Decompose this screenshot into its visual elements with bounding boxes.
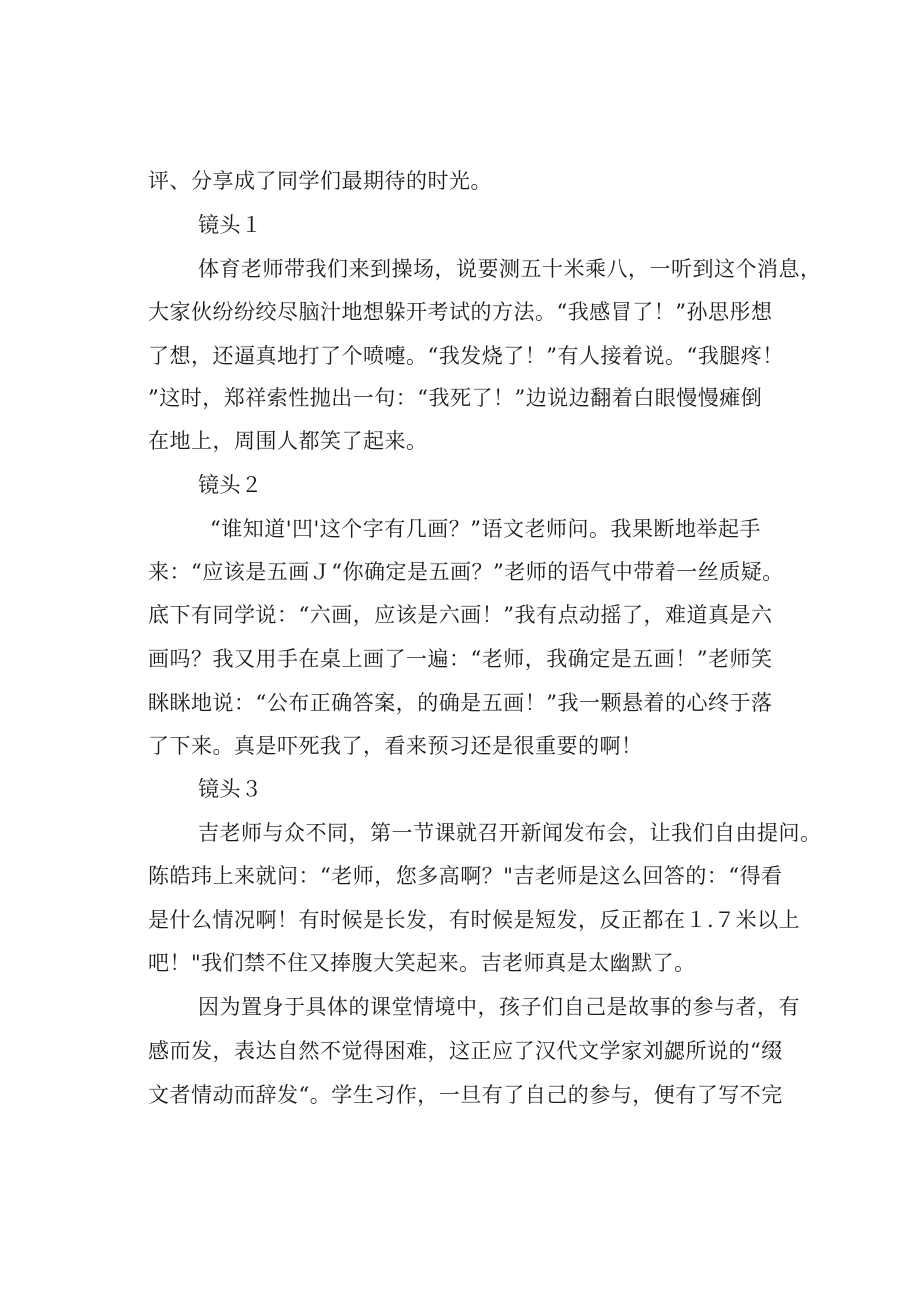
paragraph-line: 了想，还逼真地打了个喷嚏。“我发烧了！”有人接着说。“我腿疼！ — [148, 344, 784, 368]
paragraph-line: 感而发，表达自然不觉得困难，这正应了汉代文学家刘勰所说的“缀 — [148, 1039, 783, 1063]
paragraph-line: 画吗？我又用手在桌上画了一遍：“老师，我确定是五画！”老师笑 — [148, 647, 773, 671]
paragraph-line: 是什么情况啊！有时候是长发，有时候是短发，反正都在１.７米以上 — [148, 908, 801, 932]
paragraph-line: 因为置身于具体的课堂情境中，孩子们自己是故事的参与者，有 — [198, 995, 800, 1019]
paragraph-line: 了下来。真是吓死我了，看来预习还是很重要的啊！ — [148, 734, 643, 758]
paragraph-line: 吉老师与众不同，第一节课就召开新闻发布会，让我们自由提问。 — [198, 821, 822, 845]
paragraph-line: 体育老师带我们来到操场，说要测五十米乘八，一听到这个消息， — [198, 257, 822, 281]
section-heading-shot-3: 镜头３ — [198, 777, 263, 801]
paragraph-line: 吧！"我们禁不住又捧腹大笑起来。吉老师真是太幽默了。 — [148, 951, 696, 975]
text-line: 评、分享成了同学们最期待的时光。 — [148, 169, 492, 193]
paragraph-line: 文者情动而辞发“。学生习作，一旦有了自己的参与，便有了写不完 — [148, 1083, 783, 1107]
section-heading-shot-2: 镜头２ — [198, 473, 263, 497]
paragraph-line: 陈皓玮上来就问：“老师，您多高啊？"吉老师是这么回答的：“得看 — [148, 864, 783, 888]
paragraph-line: 在地上，周围人都笑了起来。 — [148, 429, 428, 453]
paragraph-line: “谁知道'凹'这个字有几画？”语文老师问。我果断地举起手 — [210, 517, 762, 541]
section-heading-shot-1: 镜头１ — [198, 213, 263, 237]
paragraph-line: ”这时，郑祥索性抛出一句：“我死了！”边说边翻着白眼慢慢瘫倒 — [148, 386, 763, 410]
paragraph-line: 来：“应该是五画Ｊ“你确定是五画？”老师的语气中带着一丝质疑。 — [148, 560, 784, 584]
paragraph-line: 眯眯地说：“公布正确答案，的确是五画！”我一颗悬着的心终于落 — [148, 691, 773, 715]
paragraph-line: 大家伙纷纷绞尽脑汁地想躲开考试的方法。“我感冒了！”孙思彤想 — [148, 300, 773, 324]
paragraph-line: 底下有同学说：“六画，应该是六画！”我有点动摇了，难道真是六 — [148, 603, 773, 627]
